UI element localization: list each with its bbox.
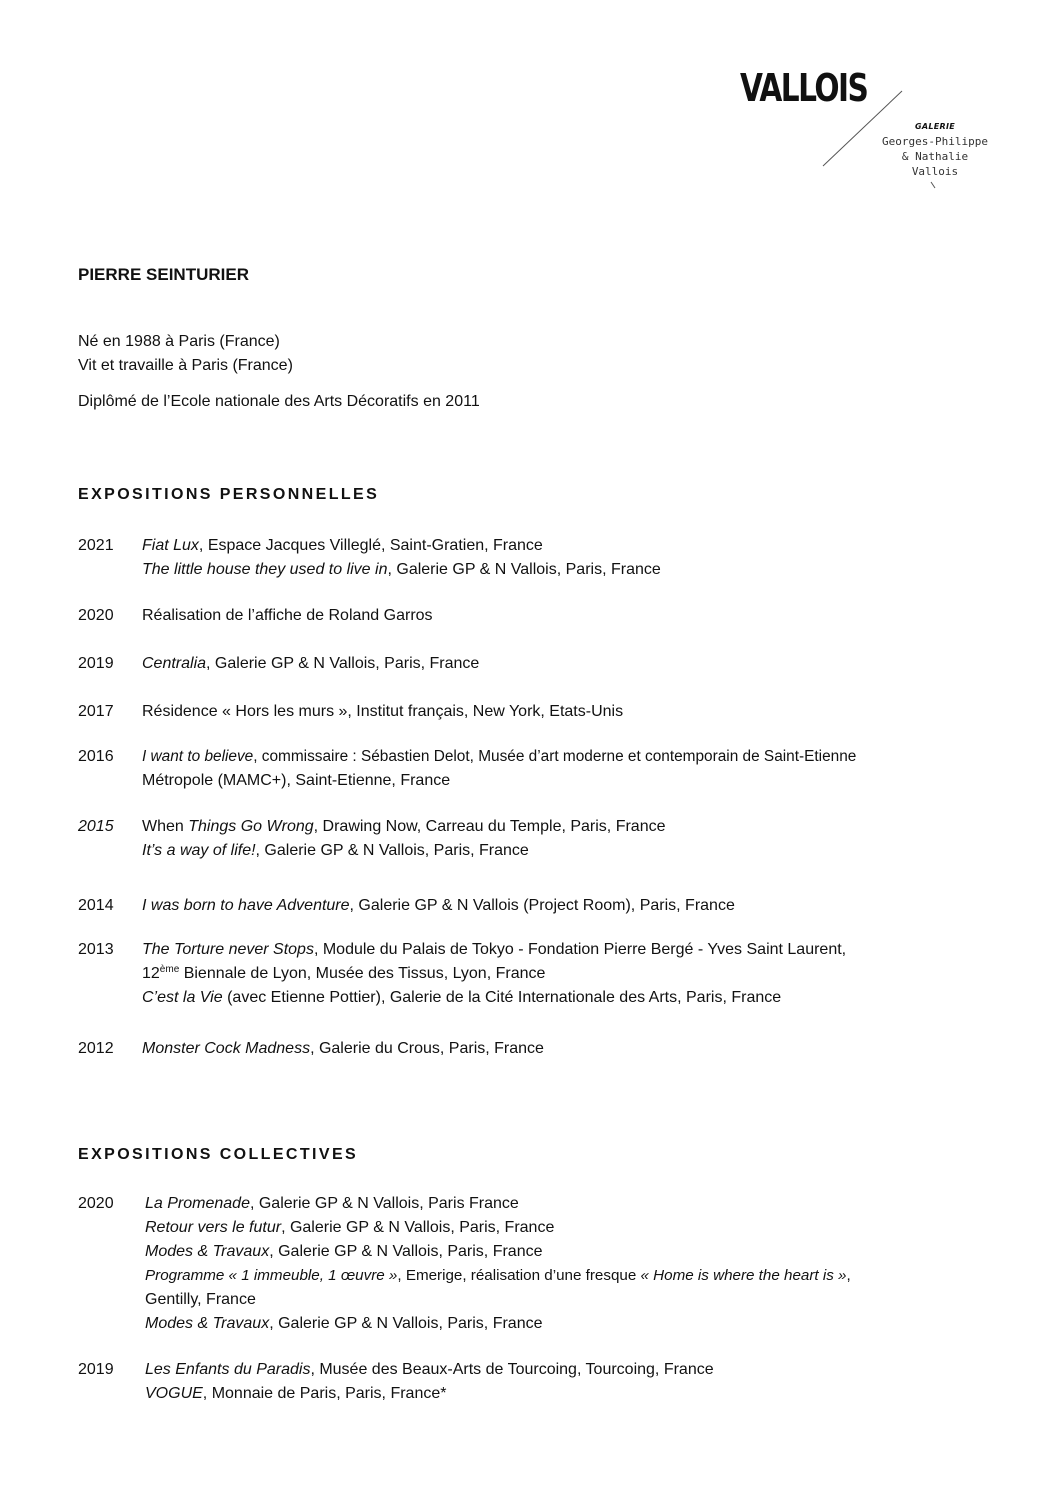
entry-year: 2013 [78, 941, 114, 958]
entry-line: Gentilly, France [145, 1291, 256, 1308]
entry-lines [142, 604, 1038, 628]
entry-lines [142, 652, 1038, 676]
entry-year: 2020 [78, 607, 114, 624]
logo-title: VALLOIS [740, 66, 868, 110]
entry-lines [145, 1358, 1041, 1406]
bio-residence: Vit et travaille à Paris (France) [78, 357, 293, 374]
entry-year: 2014 [78, 897, 114, 914]
bio-diploma: Diplômé de l’Ecole nationale des Arts Décoratifs en 2011 [78, 393, 480, 410]
logo-name-line: Georges-Philippe [882, 135, 988, 148]
entry-line: The little house they used to live in, Galerie GP & N Vallois, Paris, France [142, 561, 661, 578]
entry-lines [142, 894, 1038, 918]
entry-line: Modes & Travaux, Galerie GP & N Vallois, Paris, France [145, 1243, 543, 1260]
entry-lines [142, 745, 1038, 793]
entry-year: 2015 [78, 818, 114, 835]
entry-line: Fiat Lux, Espace Jacques Villeglé, Saint-Gratien, France [142, 537, 543, 554]
entry-year: 2019 [78, 1361, 114, 1378]
entry-year: 2019 [78, 655, 114, 672]
entry-line: Programme « 1 immeuble, 1 œuvre », Emerige, réalisation d’une fresque « Home is where the heart is », [145, 1267, 851, 1284]
entry-line: I want to believe, commissaire : Sébastien Delot, Musée d’art moderne et contemporain de Saint-Etienne [142, 748, 857, 765]
entry-year: 2021 [78, 537, 114, 554]
entry-lines [142, 534, 1038, 582]
logo-name-line: & Nathalie [901, 150, 969, 163]
entry-line: 12ème Biennale de Lyon, Musée des Tissus, Lyon, France [142, 964, 546, 982]
group-section-title: EXPOSITIONS COLLECTIVES [78, 1146, 359, 1163]
artist-bio [78, 330, 480, 414]
entry-lines [142, 1037, 1038, 1061]
entry-line: Réalisation de l’affiche de Roland Garros [142, 607, 433, 624]
entry-line: I was born to have Adventure, Galerie GP & N Vallois (Project Room), Paris, France [142, 897, 735, 914]
entry-year: 2017 [78, 703, 114, 720]
entry-line: Centralia, Galerie GP & N Vallois, Paris, France [142, 655, 480, 672]
entry-line: Les Enfants du Paradis, Musée des Beaux-Arts de Tourcoing, Tourcoing, France [145, 1361, 714, 1378]
logo-label: GALERIE [915, 122, 956, 131]
logo-name-line: Vallois [911, 165, 959, 178]
entry-year: 2020 [78, 1195, 114, 1212]
entry-line: Résidence « Hors les murs », Institut français, New York, Etats-Unis [142, 703, 624, 720]
entry-line: La Promenade, Galerie GP & N Vallois, Paris France [145, 1195, 519, 1212]
logo-gallery-names [875, 134, 995, 179]
entry-line: Monster Cock Madness, Galerie du Crous, Paris, France [142, 1040, 544, 1057]
solo-section-title: EXPOSITIONS PERSONNELLES [78, 486, 380, 503]
entry-line: The Torture never Stops, Module du Palais de Tokyo - Fondation Pierre Bergé - Yves Saint Laurent, [142, 941, 847, 958]
entry-line: Retour vers le futur, Galerie GP & N Vallois, Paris, France [145, 1219, 555, 1236]
entry-line: Métropole (MAMC+), Saint-Etienne, France [142, 772, 451, 789]
entry-line: VOGUE, Monnaie de Paris, Paris, France* [145, 1385, 447, 1402]
entry-year: 2012 [78, 1040, 114, 1057]
bio-birth: Né en 1988 à Paris (France) [78, 333, 280, 350]
entry-lines [142, 700, 1038, 724]
entry-line: When Things Go Wrong, Drawing Now, Carreau du Temple, Paris, France [142, 818, 666, 835]
entry-line: C’est la Vie (avec Etienne Pottier), Galerie de la Cité Internationale des Arts, Paris, France [142, 989, 782, 1006]
entry-line: It’s a way of life!, Galerie GP & N Vallois, Paris, France [142, 842, 529, 859]
entry-line: Modes & Travaux, Galerie GP & N Vallois, Paris, France [145, 1315, 543, 1332]
gallery-logo [735, 66, 1005, 196]
entry-year: 2016 [78, 748, 114, 765]
entry-lines [142, 938, 1038, 1010]
entry-lines [142, 815, 1038, 863]
artist-name: PIERRE SEINTURIER [78, 265, 249, 284]
entry-lines [145, 1192, 1041, 1336]
